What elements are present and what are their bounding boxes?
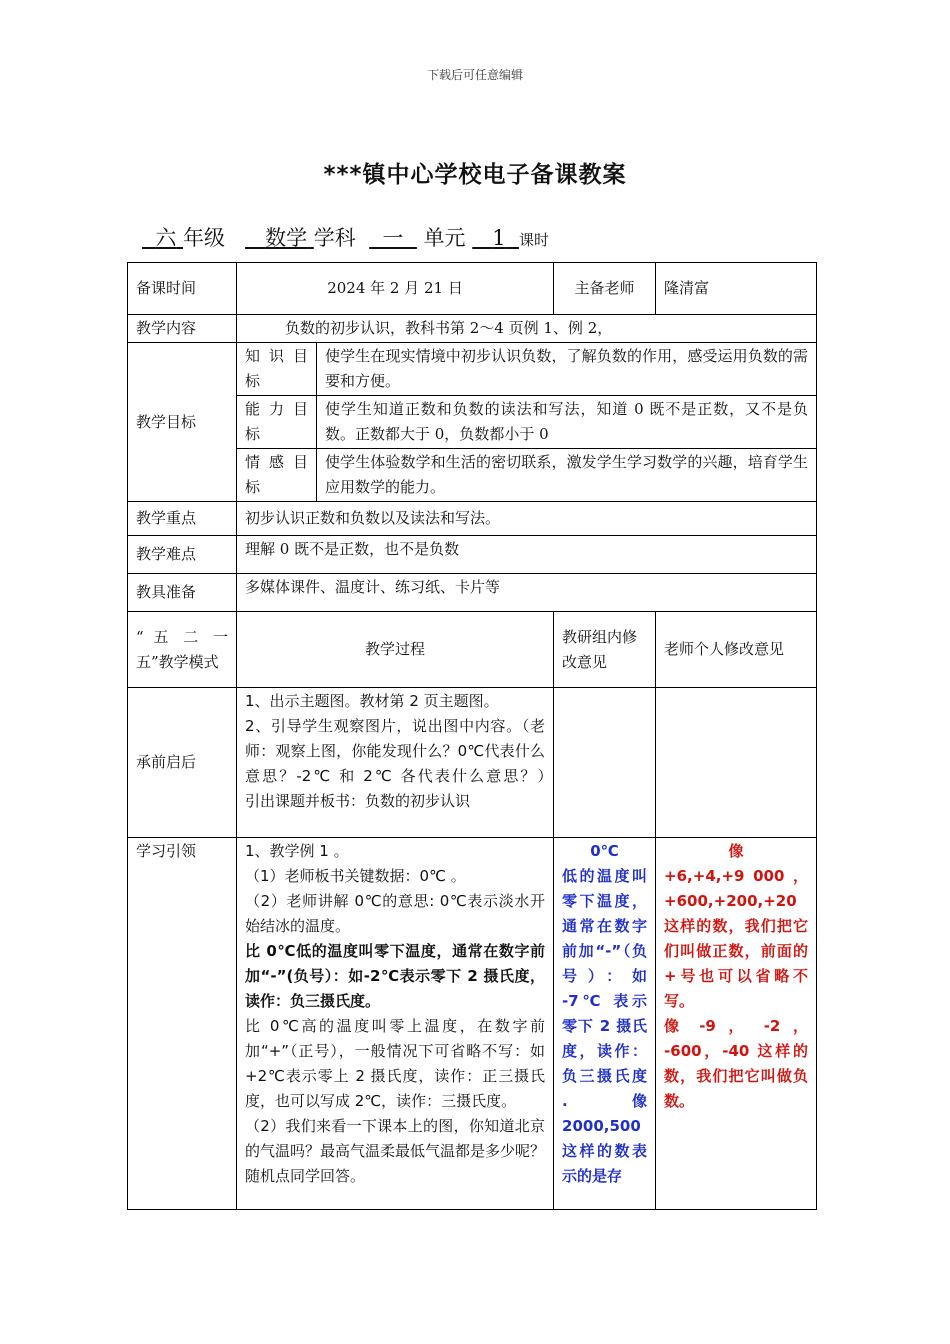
intro-text xyxy=(237,688,576,838)
content-text: 负数的初步认识，教科书第 2～4 页例 1、例 2， xyxy=(237,315,817,343)
goal-ability-label: 能 力 目标 xyxy=(237,396,317,449)
subject-suffix: 学科 xyxy=(313,226,356,250)
tools-text: 多媒体课件、温度计、练习纸、卡片等 xyxy=(237,574,817,612)
row-difficulty xyxy=(128,536,817,574)
label-main-teacher: 主备老师 xyxy=(554,263,656,315)
row-prep-time xyxy=(128,263,817,315)
guide-item-1: 1、教学例 1 。 xyxy=(245,842,349,860)
unit-suffix: 单元 xyxy=(423,226,466,250)
document-title: ***镇中心学校电子备课教案 xyxy=(323,162,627,188)
difficulty-text: 理解 0 既不是正数，也不是负数 xyxy=(237,536,817,574)
row-goal-knowledge xyxy=(128,343,817,396)
lesson-plan-table xyxy=(127,262,817,1210)
group-note-body: 低的温度叫零下温度，通常在数字前加“-”（负号）：如 -7℃ 表示零下 2 摄氏度，读作：负三摄氏度 . 像 2000,500 这样的数表示的是存 xyxy=(562,867,648,1185)
main-teacher-name: 隆清富 xyxy=(656,263,817,315)
unit-value: 一 xyxy=(382,226,404,250)
goal-emotion-text: 使学生体验数学和生活的密切联系，激发学生学习数学的兴趣，培育学生应用数学的能力。 xyxy=(317,449,817,502)
goal-knowledge-label: 知 识 目标 xyxy=(237,343,317,396)
subject-value: 数学 xyxy=(265,226,308,250)
label-key-points: 教学重点 xyxy=(128,502,237,536)
label-goals: 教学目标 xyxy=(128,343,237,502)
guide-item-4: 比 0℃低的温度叫零下温度，通常在数字前加“-”(负号）：如-2℃表示零下 2 摄氏度，读作：负三摄氏度。 xyxy=(245,942,546,1010)
goal-emotion-label: 情 感 目标 xyxy=(237,449,317,502)
label-intro: 承前启后 xyxy=(128,688,237,838)
label-teaching-mode: “ 五 二 一 五”教学模式 xyxy=(128,612,237,688)
label-group-revision: 教研组内修改意见 xyxy=(554,612,656,688)
guide-text xyxy=(237,838,554,1210)
course-info-line xyxy=(142,222,549,252)
row-guide xyxy=(128,838,817,1210)
intro-item-1: 1、出示主题图。教材第 2 页主题图。 xyxy=(245,692,499,710)
goal-knowledge-text: 使学生在现实情境中初步认识负数，了解负数的作用，感受运用负数的需要和方便。 xyxy=(317,343,817,396)
row-tools xyxy=(128,574,817,612)
label-guide: 学习引领 xyxy=(128,838,237,1210)
guide-item-2: （1）老师板书关键数据：0℃ 。 xyxy=(245,867,466,885)
guide-item-3: （2）老师讲解 0℃的意思: 0℃表示淡水开始结冰的温度。 xyxy=(245,892,546,935)
prep-date: 2024 年 2 月 21 日 xyxy=(237,263,554,315)
personal-note-body-2: 像 -9 ， -2 ， -600，-40 这样的数，我们把它叫做负数。 xyxy=(664,1017,809,1110)
intro-group-revision xyxy=(554,688,656,838)
row-intro xyxy=(128,688,817,838)
guide-item-5: 比 0℃高的温度叫零上温度，在数字前加“+”（正号），一般情况下可省略不写：如+2℃表示零上 2 摄氏度，读作：正三摄氏度，也可以写成 2℃，读作：三摄氏度。 xyxy=(245,1017,546,1110)
label-personal-revision: 老师个人修改意见 xyxy=(656,612,817,688)
label-tools: 教具准备 xyxy=(128,574,237,612)
label-difficulty: 教学难点 xyxy=(128,536,237,574)
row-content xyxy=(128,315,817,343)
intro-item-2: 2、引导学生观察图片，说出图中内容。（老师：观察上图，你能发现什么？0℃代表什么意思？-2℃ 和 2℃ 各代表什么意思？） 引出课题并板书：负数的初步认识 xyxy=(245,717,576,810)
intro-personal-revision xyxy=(656,688,817,838)
grade-suffix: 年级 xyxy=(183,226,226,250)
row-key-points xyxy=(128,502,817,536)
label-prep-time: 备课时间 xyxy=(128,263,237,315)
key-points-text: 初步认识正数和负数以及读法和写法。 xyxy=(237,502,817,536)
label-teaching-process: 教学过程 xyxy=(237,612,554,688)
row-process-header xyxy=(128,612,817,688)
group-note-head: 0℃ xyxy=(590,842,619,860)
grade-value: 六 xyxy=(155,226,177,250)
guide-group-revision xyxy=(554,838,656,1210)
personal-note-head: 像 xyxy=(728,842,744,860)
lesson-suffix: 课时 xyxy=(519,231,550,249)
lesson-value: 1 xyxy=(492,226,506,250)
personal-note-body-1: +6,+4,+9 000 ， +600,+200,+20 这样的数，我们把它们叫做正数，前面的+号也可以省略不写。 xyxy=(664,867,809,1010)
guide-item-6: （2）我们来看一下课本上的图，你知道北京的气温吗？最高气温柔最低气温都是多少呢？随机点同学回答。 xyxy=(245,1117,546,1185)
goal-ability-text: 使学生知道正数和负数的读法和写法，知道 0 既不是正数，又不是负数。正数都大于 0，负数都小于 0 xyxy=(317,396,817,449)
label-content: 教学内容 xyxy=(128,315,237,343)
header-note: 下载后可任意编辑 xyxy=(426,68,523,82)
guide-personal-revision xyxy=(656,838,817,1210)
